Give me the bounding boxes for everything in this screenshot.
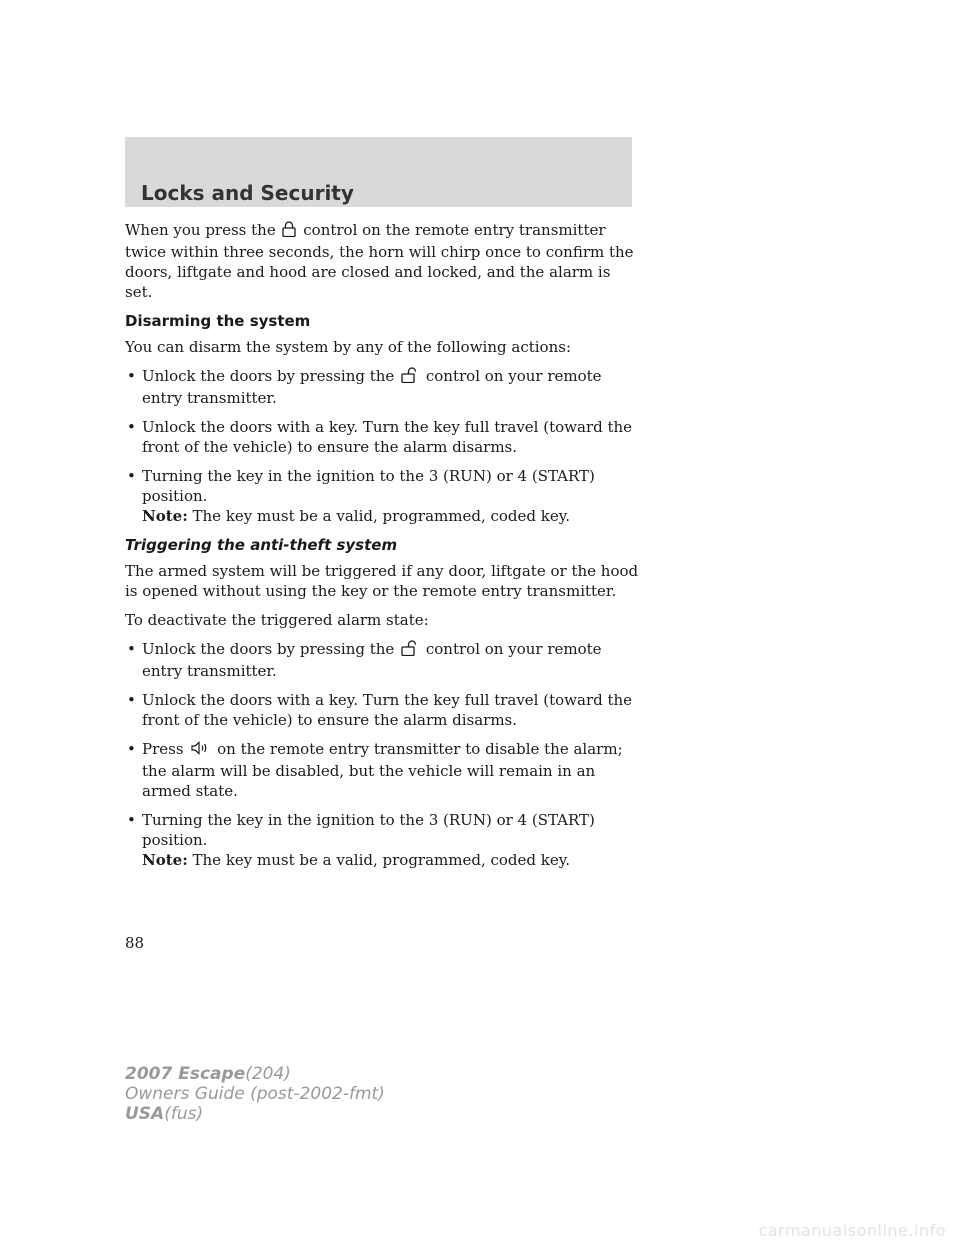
intro-paragraph: When you press the control on the remote entry transmitter twice within three seconds, the horn will chirp once to confirm the doors, liftgate and hood are closed and locked, and the alarm is set. bbox=[125, 221, 634, 301]
bullet-mark: • bbox=[127, 467, 136, 485]
unlock-icon bbox=[401, 367, 419, 388]
bullet-mark: • bbox=[127, 418, 136, 436]
disarm-bullet-list bbox=[125, 366, 640, 526]
note-label: Note: bbox=[142, 851, 188, 869]
watermark: carmanualsonline.info bbox=[758, 1221, 946, 1240]
footer-line-model: 2007 Escape(204) bbox=[125, 1064, 291, 1084]
page-number: 88 bbox=[125, 934, 145, 952]
bullet-mark: • bbox=[127, 811, 136, 829]
list-item: • Turning the key in the ignition to the 3 (RUN) or 4 (START) position. Note: The key must be a valid, programmed, coded key. bbox=[127, 467, 595, 525]
section-header-band bbox=[125, 137, 632, 207]
trigger-paragraph: The armed system will be triggered if any door, liftgate or the hood is opened without using the key or the remote entry transmitter. bbox=[125, 562, 639, 600]
list-item: • Unlock the doors by pressing the control on your remote entry transmitter. bbox=[127, 640, 602, 680]
bullet-mark: • bbox=[127, 691, 136, 709]
list-item: • Unlock the doors by pressing the control on your remote entry transmitter. bbox=[127, 367, 602, 407]
note-label: Note: bbox=[142, 507, 188, 525]
page-body bbox=[125, 220, 640, 879]
trigger-heading: Triggering the anti-theft system bbox=[125, 536, 398, 554]
footer-line-guide: Owners Guide (post-2002-fmt) bbox=[125, 1084, 385, 1104]
footer-line-region: USA(fus) bbox=[125, 1104, 204, 1124]
list-item: • Turning the key in the ignition to the 3 (RUN) or 4 (START) position. Note: The key must be a valid, programmed, coded key. bbox=[127, 811, 595, 869]
unlock-icon bbox=[401, 640, 419, 661]
lock-icon bbox=[282, 221, 296, 242]
trigger-bullet-list bbox=[125, 639, 640, 870]
section-title: Locks and Security bbox=[141, 181, 354, 205]
disarm-heading: Disarming the system bbox=[125, 312, 311, 330]
bullet-mark: • bbox=[127, 367, 136, 385]
list-item: • Unlock the doors with a key. Turn the key full travel (toward the front of the vehicle) to ensure the alarm disarms. bbox=[127, 418, 633, 456]
bullet-mark: • bbox=[127, 640, 136, 658]
list-item: • Press on the remote entry transmitter to disable the alarm; the alarm will be disabled, but the vehicle will remain in an armed state. bbox=[127, 740, 623, 800]
panic-alarm-icon bbox=[190, 740, 210, 761]
bullet-mark: • bbox=[127, 740, 136, 758]
trigger-lead: To deactivate the triggered alarm state: bbox=[125, 611, 429, 629]
document-footer bbox=[125, 1064, 385, 1124]
list-item: • Unlock the doors with a key. Turn the key full travel (toward the front of the vehicle) to ensure the alarm disarms. bbox=[127, 691, 633, 729]
disarm-lead: You can disarm the system by any of the following actions: bbox=[125, 338, 571, 356]
